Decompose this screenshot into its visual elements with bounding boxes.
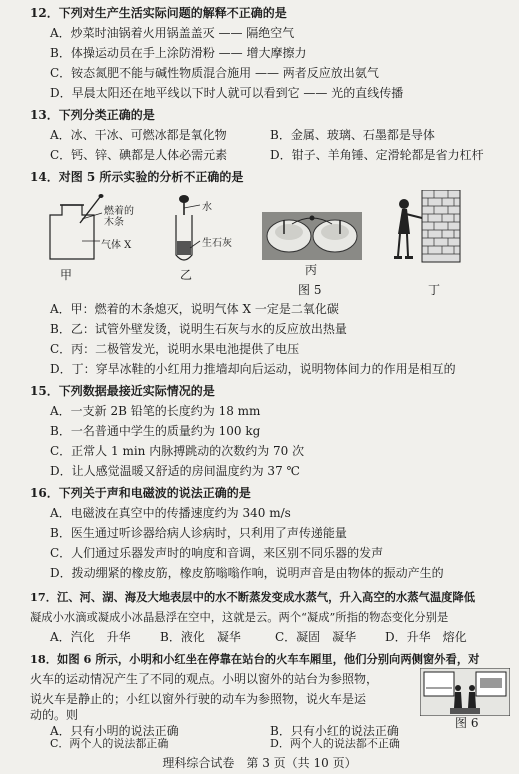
q18-option-c: C．两个人的说法都正确 xyxy=(50,737,169,750)
q18-option-a: A．只有小明的说法正确 xyxy=(50,724,179,738)
q14-option-d: D．丁：穿旱冰鞋的小红用力推墙却向后运动，说明物体间力的作用是相互的 xyxy=(50,362,456,376)
q17-option-d: D．升华 熔化 xyxy=(385,630,467,644)
q17-stem-line2: 凝成小水滴或凝成小冰晶悬浮在空中，这就是云。两个“凝成”所指的物态变化分别是 xyxy=(30,611,449,624)
q17-stem-line1: 17．江、河、湖、海及大地表层中的水不断蒸发变成水蒸气，升入高空的水蒸气温度降低 xyxy=(30,590,476,604)
q12-option-d: D．早晨太阳还在地平线以下时人就可以看到它 —— 光的直线传播 xyxy=(50,86,404,100)
fig5-ding-wall-push xyxy=(392,190,464,270)
q18-option-d: D．两个人的说法都不正确 xyxy=(270,737,400,750)
q17-option-b: B．液化 凝华 xyxy=(160,630,241,644)
fig5-bing-fruit-battery-photo xyxy=(262,212,362,260)
fig5-jia-gas-bottle xyxy=(42,193,132,263)
q16-stem: 16．下列关于声和电磁波的说法正确的是 xyxy=(30,486,251,500)
q15-stem: 15．下列数据最接近实际情况的是 xyxy=(30,384,215,398)
q18-stem-line1: 18．如图 6 所示，小明和小红坐在停靠在站台的火车车厢里，他们分别向两侧窗外看，对 xyxy=(30,652,480,666)
fig5-yi-label: 乙 xyxy=(180,268,193,282)
q18-stem-line3: 说火车是静止的；小红以窗外行驶的动车为参照物，说火车是运 xyxy=(30,692,367,706)
fig5-lime-label: 生石灰 xyxy=(202,238,232,249)
q14-option-a: A．甲：燃着的木条熄灭，说明气体 X 一定是二氧化碳 xyxy=(50,302,339,316)
fig5-stick-label: 木条 xyxy=(104,217,124,228)
q17-option-a: A．汽化 升华 xyxy=(50,630,131,644)
q15-option-d: D．让人感觉温暖又舒适的房间温度约为 37 ℃ xyxy=(50,464,300,478)
page-footer: 理科综合试卷 第 3 页（共 10 页） xyxy=(162,756,357,770)
fig5-jia-label: 甲 xyxy=(60,268,73,282)
q15-option-c: C．正常人 1 min 内脉搏跳动的次数约为 70 次 xyxy=(50,444,305,458)
q14-stem: 14．对图 5 所示实验的分析不正确的是 xyxy=(30,170,244,184)
q12-option-b: B．体操运动员在手上涂防滑粉 —— 增大摩擦力 xyxy=(50,46,307,60)
q13-option-a: A．冰、干冰、可燃冰都是氧化物 xyxy=(50,128,227,142)
fig5-water-label: 水 xyxy=(202,202,212,213)
q16-option-d: D．拨动绷紧的橡皮筋，橡皮筋嗡嗡作响，说明声音是由物体的振动产生的 xyxy=(50,566,444,580)
fig6-train-window xyxy=(420,668,510,716)
q12-stem: 12．下列对生产生活实际问题的解释不正确的是 xyxy=(30,6,287,20)
q16-option-b: B．医生通过听诊器给病人诊病时，只利用了声传递能量 xyxy=(50,526,347,540)
q14-option-b: B．乙：试管外壁发烫，说明生石灰与水的反应放出热量 xyxy=(50,322,347,336)
q17-option-c: C．凝固 凝华 xyxy=(275,630,357,644)
q15-option-b: B．一名普通中学生的质量约为 100 kg xyxy=(50,424,261,438)
q16-option-c: C．人们通过乐器发声时的响度和音调，来区别不同乐器的发声 xyxy=(50,546,384,560)
q16-option-a: A．电磁波在真空中的传播速度约为 340 m/s xyxy=(50,506,291,520)
q13-option-c: C．钙、锌、碘都是人体必需元素 xyxy=(50,148,228,162)
fig5-burning-stick-label: 燃着的 xyxy=(104,206,134,217)
q18-stem-line2: 火车的运动情况产生了不同的观点。小明以窗外的站台为参照物， xyxy=(30,672,379,686)
q15-option-a: A．一支新 2B 铅笔的长度约为 18 mm xyxy=(50,404,261,418)
fig6-caption: 图 6 xyxy=(455,716,479,730)
q12-option-a: A．炒菜时油锅着火用锅盖盖灭 —— 隔绝空气 xyxy=(50,26,295,40)
q12-option-c: C．铵态氮肥不能与碱性物质混合施用 —— 两者反应放出氨气 xyxy=(50,66,379,80)
fig5-gas-x-label: 气体 X xyxy=(101,240,132,251)
q13-stem: 13．下列分类正确的是 xyxy=(30,108,155,122)
q14-option-c: C．丙：二极管发光，说明水果电池提供了电压 xyxy=(50,342,300,356)
fig5-caption: 图 5 xyxy=(298,283,322,297)
fig5-ding-label: 丁 xyxy=(428,283,441,297)
q13-option-b: B．金属、玻璃、石墨都是导体 xyxy=(270,128,435,142)
fig5-bing-label: 丙 xyxy=(305,263,318,277)
q18-option-b: B．只有小红的说法正确 xyxy=(270,724,399,738)
fig5-yi-test-tube xyxy=(170,193,220,265)
q18-stem-line4: 动的。则 xyxy=(30,708,79,722)
q13-option-d: D．钳子、羊角锤、定滑轮都是省力杠杆 xyxy=(270,148,484,162)
